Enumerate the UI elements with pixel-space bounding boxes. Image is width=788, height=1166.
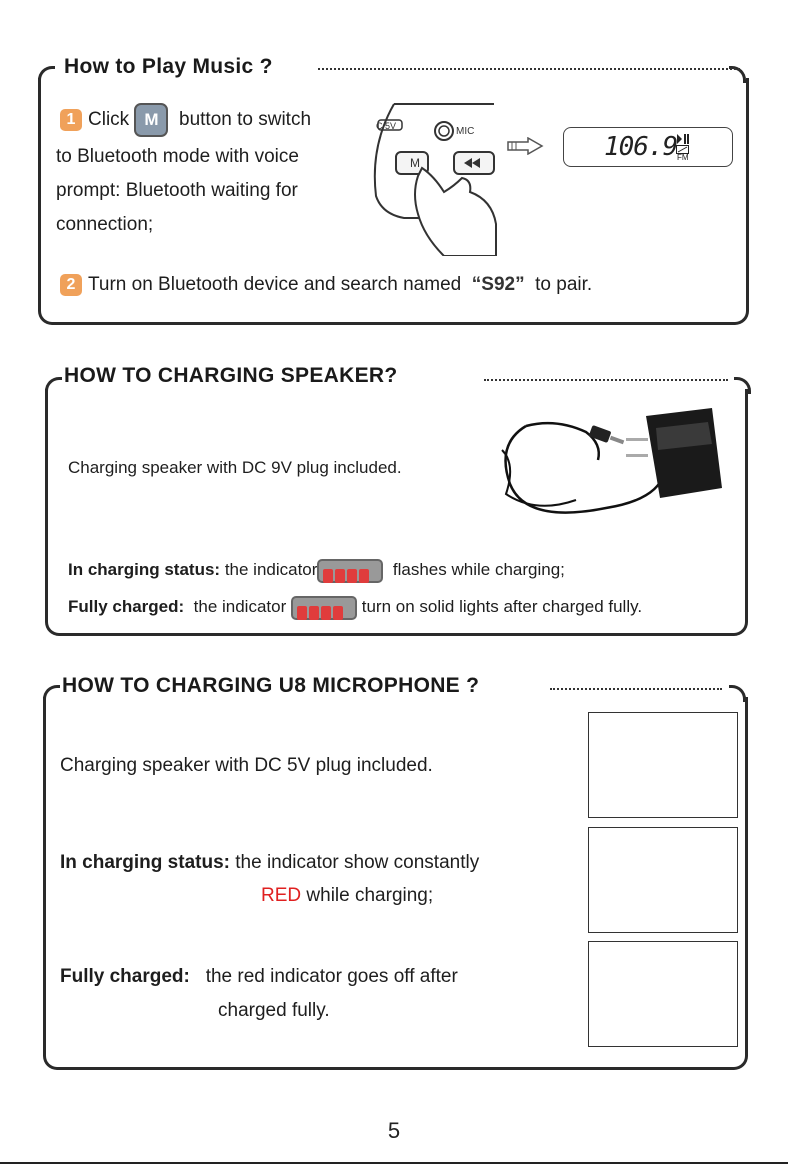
- charging-status-label: In charging status:: [60, 852, 230, 873]
- title-dotted-rule: [484, 379, 728, 381]
- step1-line3: prompt: Bluetooth waiting for: [56, 180, 298, 201]
- lcd-display: [563, 127, 733, 167]
- device-mic-label: MIC: [456, 126, 475, 137]
- display-band: FM: [677, 153, 689, 162]
- mic-charging-status-line2: RED while charging;: [261, 885, 434, 906]
- battery-indicator-icon: [317, 559, 383, 583]
- play-pause-icon: [676, 133, 690, 145]
- device-port-label: C 5V: [376, 121, 397, 131]
- fully-charged-label: Fully charged:: [68, 597, 185, 616]
- step-number-badge: 2: [60, 274, 82, 296]
- speaker-charge-desc: Charging speaker with DC 9V plug included.: [68, 458, 402, 477]
- arrow-right-icon: [506, 137, 544, 155]
- fully-charged-label: Fully charged:: [60, 966, 190, 987]
- display-frequency: 106.9: [604, 132, 678, 162]
- image-placeholder-3: [588, 941, 738, 1047]
- section-title: HOW TO CHARGING U8 MICROPHONE ?: [62, 674, 480, 697]
- device-hand-illustration: [364, 96, 504, 256]
- title-dotted-rule: [550, 688, 722, 690]
- mic-charging-status-line: In charging status: the indicator show constantly: [60, 852, 480, 873]
- title-dotted-rule: [318, 68, 740, 70]
- step1-line1: 1 Click M button to switch: [60, 103, 311, 137]
- battery-indicator-icon: [291, 596, 357, 620]
- speaker-fully-charged-line: Fully charged: the indicator turn on solid lights after charged fully.: [68, 590, 642, 624]
- device-name: “S92”: [471, 274, 525, 295]
- power-adapter-illustration: [486, 404, 730, 528]
- step1-line2: to Bluetooth mode with voice: [56, 146, 299, 167]
- charging-status-label: In charging status:: [68, 560, 221, 579]
- bottom-rule: [0, 1162, 788, 1164]
- speaker-charging-status-line: In charging status: the indicator flashes while charging;: [68, 553, 565, 587]
- step2-line: 2 Turn on Bluetooth device and search named “S92” to pair.: [60, 268, 592, 302]
- page-number: 5: [387, 1118, 401, 1143]
- section-title: HOW TO CHARGING SPEAKER?: [64, 364, 398, 387]
- device-m-label: M: [410, 156, 420, 170]
- red-indicator-text: RED: [261, 885, 302, 906]
- step-number-badge: 1: [60, 109, 82, 131]
- mic-fully-charged-line: Fully charged: the red indicator goes off after: [60, 966, 458, 987]
- m-button-icon: M: [134, 103, 168, 137]
- image-placeholder-2: [588, 827, 738, 933]
- step1-line4: connection;: [56, 214, 154, 235]
- mic-fully-charged-line2: charged fully.: [218, 1000, 330, 1021]
- section-title: How to Play Music ?: [64, 55, 273, 78]
- mic-charge-desc: Charging speaker with DC 5V plug included.: [60, 755, 433, 776]
- image-placeholder-1: [588, 712, 738, 818]
